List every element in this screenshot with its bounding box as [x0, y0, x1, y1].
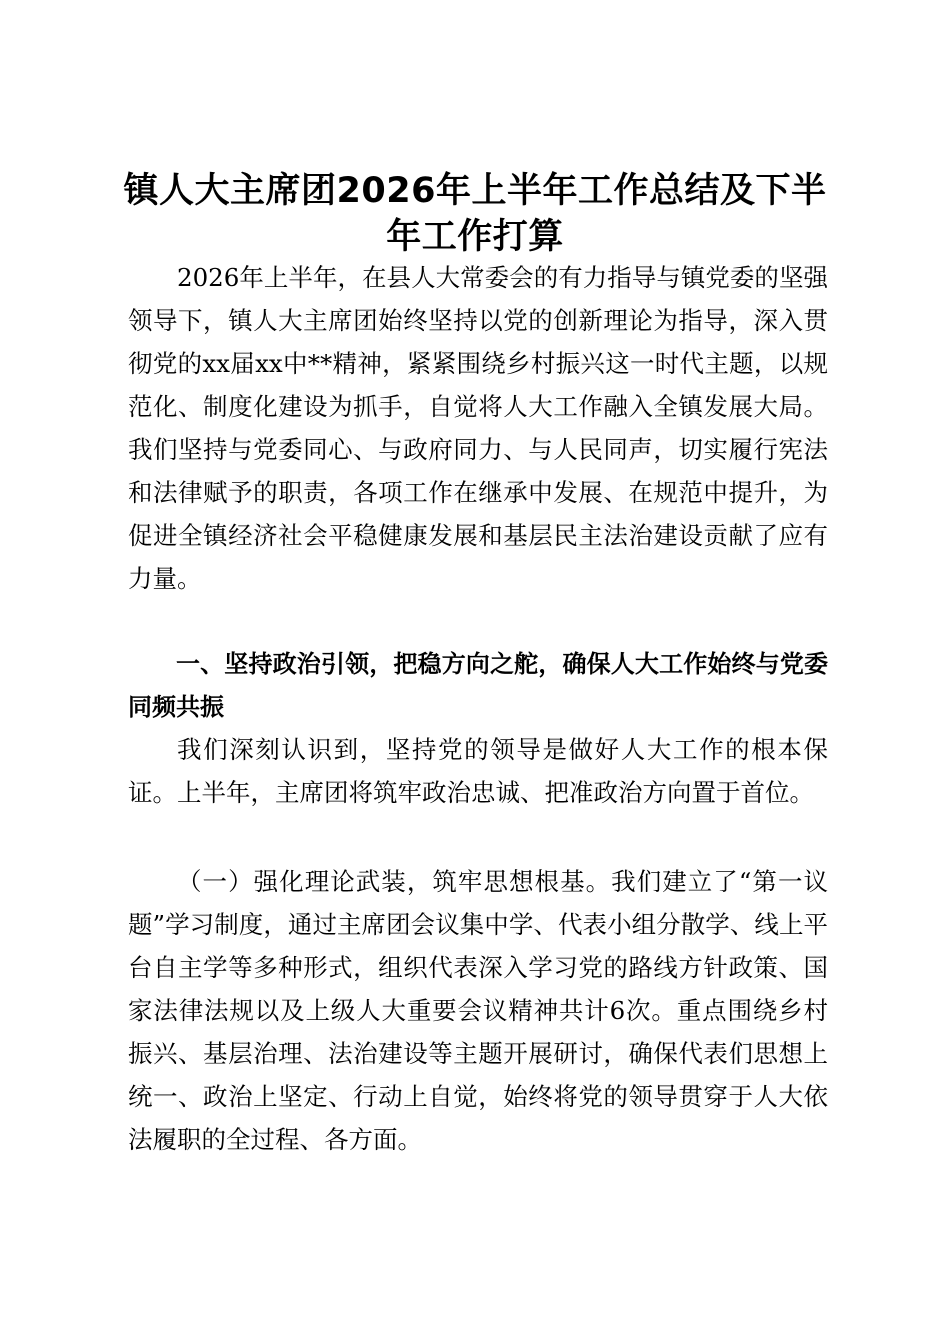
section-1-paragraph: 我们深刻认识到，坚持党的领导是做好人大工作的根本保证。上半年，主席团将筑牢政治忠诚、把准政治方向置于首位。 [128, 735, 828, 807]
document-title: 镇人大主席团2026年上半年工作总结及下半年工作打算 [123, 171, 827, 257]
section-heading-1: 一、坚持政治引领，把稳方向之舵，确保人大工作始终与党委同频共振 [128, 650, 828, 721]
subsection-1-paragraph: （一）强化理论武装，筑牢思想根基。我们建立了“第一议题”学习制度，通过主席团会议集中学、代表小组分散学、线上平台自主学等多种形式，组织代表深入学习党的路线方针政策、国家法律法规以及上级人大重要会议精神共计6次。重点围绕乡村振兴、基层治理、法治建设等主题开展研讨，确保代表们思想上统一、政治上坚定、行动上自觉，始终将党的领导贯穿于人大依法履职的全过程、各方面。 [128, 867, 828, 1154]
intro-paragraph: 2026年上半年，在县人大常委会的有力指导与镇党委的坚强领导下，镇人大主席团始终坚持以党的创新理论为指导，深入贯彻党的xx届xx中**精神，紧紧围绕乡村振兴这一时代主题，以规范化、制度化建设为抓手，自觉将人大工作融入全镇发展大局。我们坚持与党委同心、与政府同力、与人民同声，切实履行宪法和法律赋予的职责，各项工作在继承中发展、在规范中提升，为促进全镇经济社会平稳健康发展和基层民主法治建设贡献了应有力量。 [128, 263, 828, 593]
